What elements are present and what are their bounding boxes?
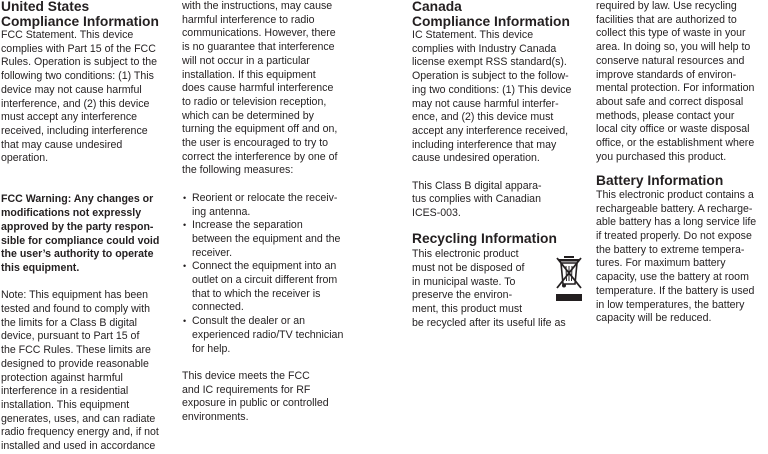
- text-line: ing antenna.: [192, 205, 251, 218]
- text-line: the FCC Rules. These limits are: [1, 344, 151, 357]
- text-line: rechargeable battery. A recharge-: [596, 202, 753, 215]
- text-line: modifications not expressly: [1, 207, 142, 220]
- text-line: may not cause harmful interfer-: [412, 97, 559, 110]
- heading-line: United States: [1, 0, 90, 14]
- text-line: this equipment.: [1, 261, 80, 274]
- text-line: capacity will be reduced.: [596, 312, 712, 325]
- text-line: interference, and (2) this device: [1, 97, 150, 110]
- text-line: exposure in public or controlled: [182, 397, 329, 410]
- text-line: ment, this product must: [412, 303, 523, 316]
- text-line: Operation is subject to the follow-: [412, 70, 569, 83]
- text-line: connected.: [192, 301, 244, 314]
- fcc-note-continued: [182, 0, 360, 178]
- fcc-warning: [1, 193, 173, 275]
- recycling-heading: Recycling Information: [412, 230, 557, 246]
- text-line: This Class B digital appara-: [412, 179, 542, 192]
- text-line: turning the equipment off and on,: [182, 123, 338, 136]
- text-line: sible for compliance could void: [1, 234, 160, 247]
- text-line: the following measures:: [182, 164, 294, 177]
- text-line: conserve natural resources and: [596, 54, 745, 67]
- text-line: area. In doing so, you will help to: [596, 41, 751, 54]
- rf-exposure-statement: [182, 370, 360, 425]
- text-line: operation.: [1, 152, 49, 165]
- list-item: [182, 192, 360, 219]
- text-line: about safe and correct disposal: [596, 95, 744, 108]
- fcc-statement: [1, 29, 173, 166]
- text-line: outlet on a circuit different from: [192, 274, 338, 287]
- heading-line: Compliance Information: [1, 13, 159, 29]
- text-line: license exempt RSS standard(s).: [412, 56, 567, 69]
- text-line: capacity, use the battery at room: [596, 271, 749, 284]
- text-line: IC Statement. This device: [412, 29, 534, 41]
- battery-column: [596, 0, 768, 326]
- text-line: improve standards of environ-: [596, 68, 737, 81]
- fcc-note: [1, 289, 173, 453]
- text-line: device, pursuant to Part 15 of: [1, 330, 140, 343]
- text-line: FCC Warning: Any changes or: [1, 193, 154, 206]
- text-line: for help.: [192, 342, 231, 355]
- text-line: Note: This equipment has been: [1, 289, 149, 302]
- text-line: if treated properly. Do not expose: [596, 230, 752, 243]
- text-line: cause undesired operation.: [412, 152, 540, 165]
- text-line: ICES-003.: [412, 207, 461, 220]
- text-line: generates, uses, and can radiate: [1, 412, 156, 425]
- text-line: in municipal waste. To: [412, 275, 516, 288]
- text-line: tus complies with Canadian: [412, 193, 541, 206]
- text-line: Rules. Operation is subject to the: [1, 56, 158, 69]
- text-line: facilities that are authorized to: [596, 13, 737, 26]
- text-line: tested and found to comply with: [1, 303, 150, 316]
- text-line: protection against harmful: [1, 371, 123, 384]
- text-line: mental protection. For information: [596, 82, 755, 95]
- text-line: following two conditions: (1) This: [1, 70, 154, 83]
- ic-statement: [412, 29, 592, 166]
- us-compliance-column: [1, 0, 173, 454]
- text-line: device may not cause harmful: [1, 83, 142, 96]
- text-line: complies with Industry Canada: [412, 42, 557, 55]
- class-b-statement: [412, 180, 592, 221]
- text-line: ence, and (2) this device must: [412, 111, 554, 124]
- text-line: environments.: [182, 411, 249, 424]
- recycling-text-continued: [596, 0, 768, 164]
- text-line: • Reorient or relocate the receiv-: [192, 191, 338, 204]
- text-line: methods, please contact your: [596, 109, 735, 122]
- text-line: temperature. If the battery is used: [596, 284, 755, 297]
- text-line: you purchased this product.: [596, 150, 727, 163]
- heading-line: Canada: [412, 0, 462, 14]
- fcc-continued-column: [182, 0, 360, 425]
- text-line: installed and used in accordance: [1, 440, 156, 453]
- text-line: the user is encouraged to try to: [182, 137, 329, 150]
- text-line: collect this type of waste in your: [596, 27, 746, 40]
- text-line: received, including interference: [1, 124, 148, 137]
- text-line: that may cause undesired: [1, 138, 123, 151]
- text-line: experienced radio/TV technician: [192, 328, 344, 341]
- text-line: is no guarantee that interference: [182, 41, 335, 54]
- text-line: installation. If this equipment: [182, 68, 316, 81]
- canada-compliance-heading: [412, 0, 592, 29]
- text-line: interference in a residential: [1, 385, 129, 398]
- text-line: communications. However, there: [182, 27, 336, 40]
- list-item: [182, 219, 360, 260]
- text-line: FCC Statement. This device: [1, 29, 134, 41]
- text-line: the limits for a Class B digital: [1, 316, 138, 329]
- battery-text: [596, 189, 768, 326]
- text-line: required by law. Use recycling: [596, 0, 737, 12]
- text-line: does cause harmful interference: [182, 82, 334, 95]
- text-line: between the equipment and the: [192, 232, 341, 245]
- text-line: This device meets the FCC: [182, 369, 310, 382]
- text-line: • Increase the separation: [192, 219, 303, 232]
- text-line: office, or the establishment where: [596, 137, 755, 150]
- text-line: must not be disposed of: [412, 262, 525, 275]
- text-line: the battery to extreme tempera-: [596, 243, 745, 256]
- text-line: including interference that may: [412, 138, 557, 151]
- text-line: receiver.: [192, 246, 233, 259]
- text-line: designed to provide reasonable: [1, 357, 149, 370]
- text-line: local city office or waste disposal: [596, 123, 750, 136]
- list-item: [182, 260, 360, 315]
- text-line: the user’s authority to operate: [1, 248, 154, 261]
- text-line: • Consult the dealer or an: [192, 315, 306, 328]
- text-line: preserve the environ-: [412, 289, 513, 302]
- text-line: be recycled after its useful life as: [412, 316, 566, 329]
- text-line: This electronic product contains a: [596, 188, 754, 201]
- text-line: installation. This equipment: [1, 398, 130, 411]
- text-line: This electronic product: [412, 248, 519, 261]
- heading-line: Compliance Information: [412, 13, 570, 29]
- text-line: accept any interference received,: [412, 124, 569, 137]
- text-line: that to which the receiver is: [192, 287, 321, 300]
- text-line: must accept any interference: [1, 111, 138, 124]
- text-line: approved by the party respon-: [1, 220, 154, 233]
- text-line: • Connect the equipment into an: [192, 260, 337, 273]
- text-line: able battery has a long service life: [596, 216, 757, 229]
- text-line: radio frequency energy and, if not: [1, 426, 159, 439]
- measures-list: [182, 192, 360, 356]
- text-line: tures. For maximum battery: [596, 257, 726, 270]
- text-line: correct the interference by one of: [182, 150, 338, 163]
- list-item: [182, 315, 360, 356]
- text-line: which can be determined by: [182, 109, 314, 122]
- crossed-out-wheelie-bin-icon: [554, 254, 584, 302]
- text-line: with the instructions, may cause: [182, 0, 333, 12]
- text-line: ing two conditions: (1) This device: [412, 83, 572, 96]
- battery-heading: Battery Information: [596, 173, 724, 189]
- text-line: complies with Part 15 of the FCC: [1, 42, 156, 55]
- text-line: in low temperatures, the battery: [596, 298, 745, 311]
- text-line: harmful interference to radio: [182, 13, 315, 26]
- text-line: and IC requirements for RF: [182, 383, 311, 396]
- text-line: will not occur in a particular: [182, 54, 310, 67]
- us-compliance-heading: [1, 0, 173, 29]
- text-line: to radio or television reception,: [182, 95, 327, 108]
